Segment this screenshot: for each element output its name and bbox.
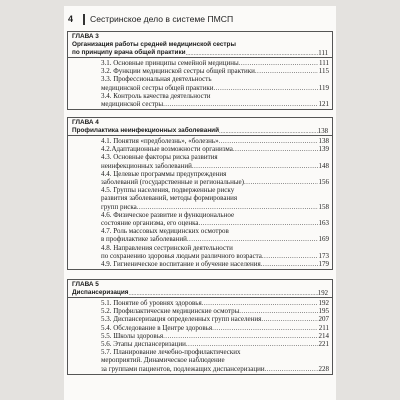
entry-page: 115 xyxy=(318,67,329,76)
running-head xyxy=(68,12,233,26)
toc-entry[interactable] xyxy=(68,227,332,235)
entry-page: 207 xyxy=(318,315,329,324)
dot-leader xyxy=(202,299,318,307)
entry-title: 5.2. Профилактические медицинские осмотры xyxy=(101,307,240,316)
entry-title: медицинской сестры общей практики xyxy=(101,83,214,92)
chapter-label: ГЛАВА 3 xyxy=(72,33,99,40)
entry-title: 4.7. Роль массовых медицинских осмотров xyxy=(101,227,229,236)
toc-entry[interactable] xyxy=(68,170,332,178)
toc-entry[interactable] xyxy=(68,153,332,161)
entry-title: 4.6. Физическое развитие и функциональное xyxy=(101,210,235,219)
entry-title: групп риска xyxy=(101,202,137,211)
entry-page: 119 xyxy=(318,83,329,92)
entry-page: 195 xyxy=(318,307,329,316)
toc-entry[interactable] xyxy=(68,332,332,340)
dot-leader xyxy=(192,162,318,170)
header-divider xyxy=(83,14,85,25)
toc-entry[interactable] xyxy=(68,137,332,145)
chapter-heading xyxy=(68,280,332,297)
chapter-label: ГЛАВА 5 xyxy=(72,281,99,288)
toc-entry-continuation[interactable] xyxy=(68,194,332,202)
entry-page: 221 xyxy=(318,340,329,349)
entry-title: 4.5. Группы населения, подверженные риску xyxy=(101,186,235,195)
chapter-entries xyxy=(68,135,332,269)
entry-title: неинфекционных заболеваний xyxy=(101,161,192,170)
entry-title: 3.1. Основные принципы семейной медицины xyxy=(101,59,239,67)
entry-title: 4.4. Целевые программы предупреждения xyxy=(101,169,227,178)
dot-leader xyxy=(219,128,318,135)
chapter-3 xyxy=(67,31,333,110)
book-page xyxy=(64,6,336,400)
chapter-page: 192 xyxy=(317,290,328,297)
entry-title: 5.3. Диспансеризация определенных групп населения xyxy=(101,315,262,324)
entry-page: 163 xyxy=(318,219,329,228)
entry-title: 5.6. Этапы диспансеризации xyxy=(101,340,186,349)
toc-entry[interactable] xyxy=(68,145,332,153)
entry-title: состояние организма, его оценка xyxy=(101,219,199,228)
dot-leader xyxy=(233,145,318,153)
chapter-4 xyxy=(67,117,333,270)
toc-entry[interactable] xyxy=(68,307,332,315)
dot-leader xyxy=(128,290,317,297)
toc-entry[interactable] xyxy=(68,244,332,252)
dot-leader xyxy=(187,235,318,243)
dot-leader xyxy=(163,100,317,108)
toc-entry-continuation[interactable] xyxy=(68,219,332,227)
chapter-entries xyxy=(68,57,332,109)
entry-title: 4.8. Направления сестринской деятельности xyxy=(101,243,233,252)
toc-entry-continuation[interactable] xyxy=(68,356,332,364)
toc-entry[interactable] xyxy=(68,186,332,194)
entry-title: 4.1. Понятия «предболезнь», «болезнь» xyxy=(101,137,219,145)
chapter-title: по принципу врача общей практики xyxy=(72,49,186,56)
chapter-title: Организация работы средней медицинской сестры xyxy=(72,41,236,48)
entry-page: 173 xyxy=(318,251,329,260)
entry-title: 5.7. Планирование лечебно-профилактических xyxy=(101,348,241,357)
toc-entry-continuation[interactable] xyxy=(68,235,332,243)
dot-leader xyxy=(265,365,318,373)
entry-title: 4.3. Основные факторы риска развития xyxy=(101,153,218,162)
dot-leader xyxy=(186,50,319,57)
toc-entry-continuation[interactable] xyxy=(68,365,332,373)
toc-entry[interactable] xyxy=(68,315,332,323)
entry-title: 5.1. Понятие об уровнях здоровья xyxy=(101,299,202,307)
toc-entry[interactable] xyxy=(68,67,332,75)
entry-title: по сохранению здоровья людьми различного возраста xyxy=(101,251,262,260)
toc-entry-continuation[interactable] xyxy=(68,162,332,170)
chapter-title: Профилактика неинфекционных заболеваний xyxy=(72,127,220,134)
entry-page: 214 xyxy=(318,331,329,340)
toc-entry-continuation[interactable] xyxy=(68,84,332,92)
dot-leader xyxy=(137,203,318,211)
entry-page: 192 xyxy=(318,299,329,307)
entry-page: 179 xyxy=(318,260,329,269)
chapter-heading xyxy=(68,118,332,135)
entry-page: 121 xyxy=(318,100,329,109)
entry-page: 111 xyxy=(319,59,329,67)
toc-entry[interactable] xyxy=(68,299,332,307)
entry-title: развития заболеваний, методы формирования xyxy=(101,194,238,203)
chapter-label: ГЛАВА 4 xyxy=(72,119,99,126)
entry-page: 148 xyxy=(318,161,329,170)
dot-leader xyxy=(186,340,318,348)
entry-page: 138 xyxy=(318,137,329,145)
entry-title: за группами пациентов, подлежащих диспансеризации xyxy=(101,364,265,373)
dot-leader xyxy=(255,67,318,75)
toc-entry[interactable] xyxy=(68,211,332,219)
dot-leader xyxy=(212,324,318,332)
entry-title: медицинской сестры xyxy=(101,100,164,109)
toc-entry[interactable] xyxy=(68,260,332,268)
dot-leader xyxy=(244,178,318,186)
chapter-entries xyxy=(68,297,332,374)
entry-title: заболеваний (государственные и региональные) xyxy=(101,178,244,187)
entry-page: 156 xyxy=(318,178,329,187)
toc-entry-continuation[interactable] xyxy=(68,203,332,211)
toc-entry[interactable] xyxy=(68,324,332,332)
entry-title: 5.4. Обследование в Центре здоровья xyxy=(101,323,213,332)
toc-entry[interactable] xyxy=(68,340,332,348)
entry-title: 3.3. Профессиональная деятельность xyxy=(101,75,212,84)
dot-leader xyxy=(198,219,317,227)
dot-leader xyxy=(261,260,318,268)
entry-page: 228 xyxy=(318,364,329,373)
dot-leader xyxy=(261,315,317,323)
toc-entry-continuation[interactable] xyxy=(68,100,332,108)
dot-leader xyxy=(163,332,317,340)
toc-entry[interactable] xyxy=(68,59,332,67)
toc-entry[interactable] xyxy=(68,92,332,100)
toc-entry-continuation[interactable] xyxy=(68,252,332,260)
entry-page: 139 xyxy=(318,145,329,154)
entry-title: 3.2. Функции медицинской сестры общей практики xyxy=(101,67,255,76)
entry-title: 4.2.Адаптационные возможности организма xyxy=(101,145,233,154)
toc-entry[interactable] xyxy=(68,75,332,83)
entry-title: мероприятий. Динамическое наблюдение xyxy=(101,356,225,365)
dot-leader xyxy=(262,252,318,260)
entry-title: 3.4. Контроль качества деятельности xyxy=(101,91,211,100)
toc-entry-continuation[interactable] xyxy=(68,178,332,186)
chapter-title: Диспансеризация xyxy=(72,289,129,296)
entry-page: 158 xyxy=(318,202,329,211)
dot-leader xyxy=(219,137,318,145)
entry-page: 169 xyxy=(318,235,329,244)
entry-page: 211 xyxy=(318,323,329,332)
toc-entry[interactable] xyxy=(68,348,332,356)
dot-leader xyxy=(214,84,318,92)
book-title: Сестринское дело в системе ПМСП xyxy=(90,14,234,24)
chapter-page: 111 xyxy=(318,50,328,57)
dot-leader xyxy=(239,307,317,315)
chapter-5 xyxy=(67,279,333,375)
page-number: 4 xyxy=(68,14,74,24)
chapter-page: 138 xyxy=(317,128,328,135)
entry-title: 4.9. Гигиеническое воспитание и обучение населения xyxy=(101,260,261,269)
dot-leader xyxy=(239,59,318,67)
entry-title: в профилактике заболеваний xyxy=(101,235,187,244)
chapter-heading xyxy=(68,32,332,57)
entry-title: 5.5. Школы здоровья xyxy=(101,331,164,340)
